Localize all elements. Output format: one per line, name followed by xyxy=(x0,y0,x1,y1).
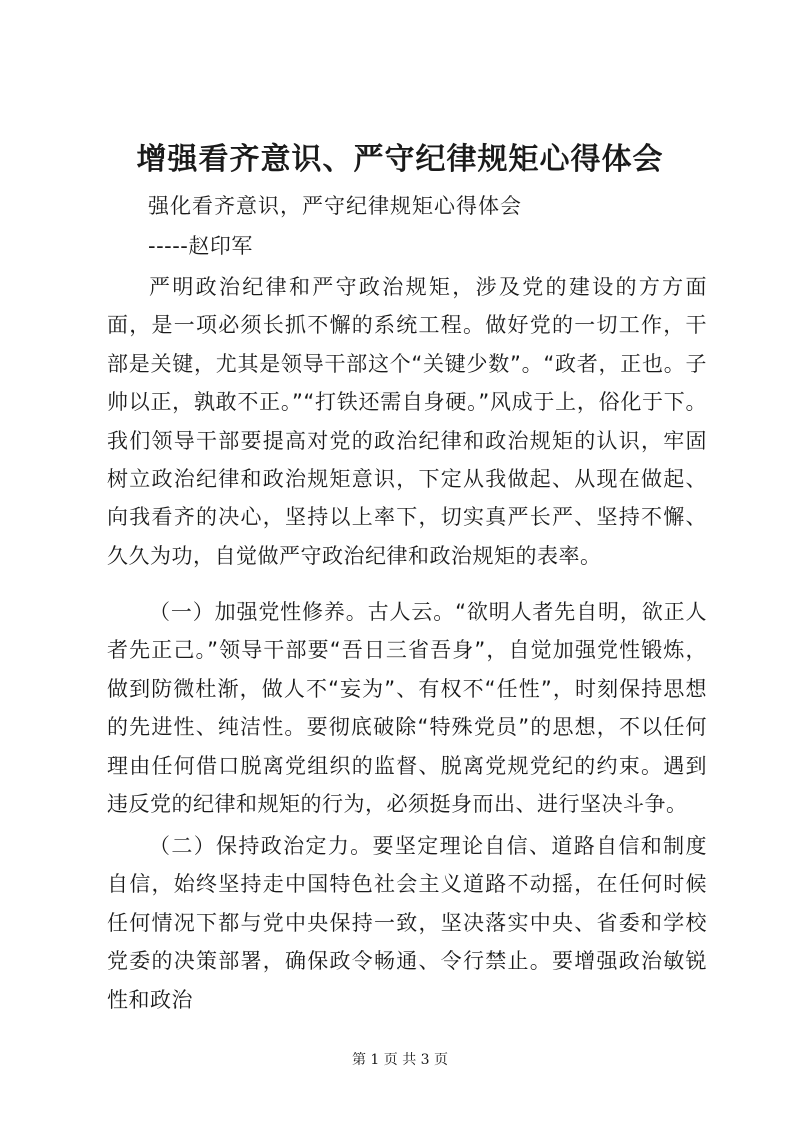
document-title: 增强看齐意识、严守纪律规矩心得体会 xyxy=(136,142,664,177)
page-number-footer: 第 1 页 共 3 页 xyxy=(351,1052,449,1068)
paragraph-2: （一）加强党性修养。古人云。“欲明人者先自明，欲正人者先正己。”领导干部要“吾日三省吾身”，自觉加强党性锻炼，做到防微杜渐，做人不“妄为”、有权不“任性”，时刻保持思想的先进性、纯洁性。要彻底破除“特殊党员”的思想，不以任何理由任何借口脱离党组织的监督、脱离党规党纪的约束。遇到违反党的纪律和规矩的行为，必须挺身而出、进行坚决斗争。 xyxy=(107,600,707,817)
paragraph-3: （二）保持政治定力。要坚定理论自信、道路自信和制度自信，始终坚持走中国特色社会主义道路不动摇，在任何时候任何情况下都与党中央保持一致，坚决落实中央、省委和学校党委的决策部署，确保政令畅通、令行禁止。要增强政治敏锐性和政治 xyxy=(107,834,707,1012)
paragraph-1: 严明政治纪律和严守政治规矩，涉及党的建设的方方面面，是一项必须长抓不懈的系统工程。做好党的一切工作，干部是关键，尤其是领导干部这个“关键少数”。“政者，正也。子帅以正，孰敢不正。”“打铁还需自身硬。”风成于上，俗化于下。我们领导干部要提高对党的政治纪律和政治规矩的认识，牢固树立政治纪律和政治规矩意识，下定从我做起、从现在做起、向我看齐的决心，坚持以上率下，切实真严长严、坚持不懈、久久为功，自觉做严守政治纪律和政治规矩的表率。 xyxy=(107,275,707,568)
document-subtitle: 强化看齐意识，严守纪律规矩心得体会 xyxy=(148,194,522,218)
document-author: -----赵印军 xyxy=(148,234,253,258)
